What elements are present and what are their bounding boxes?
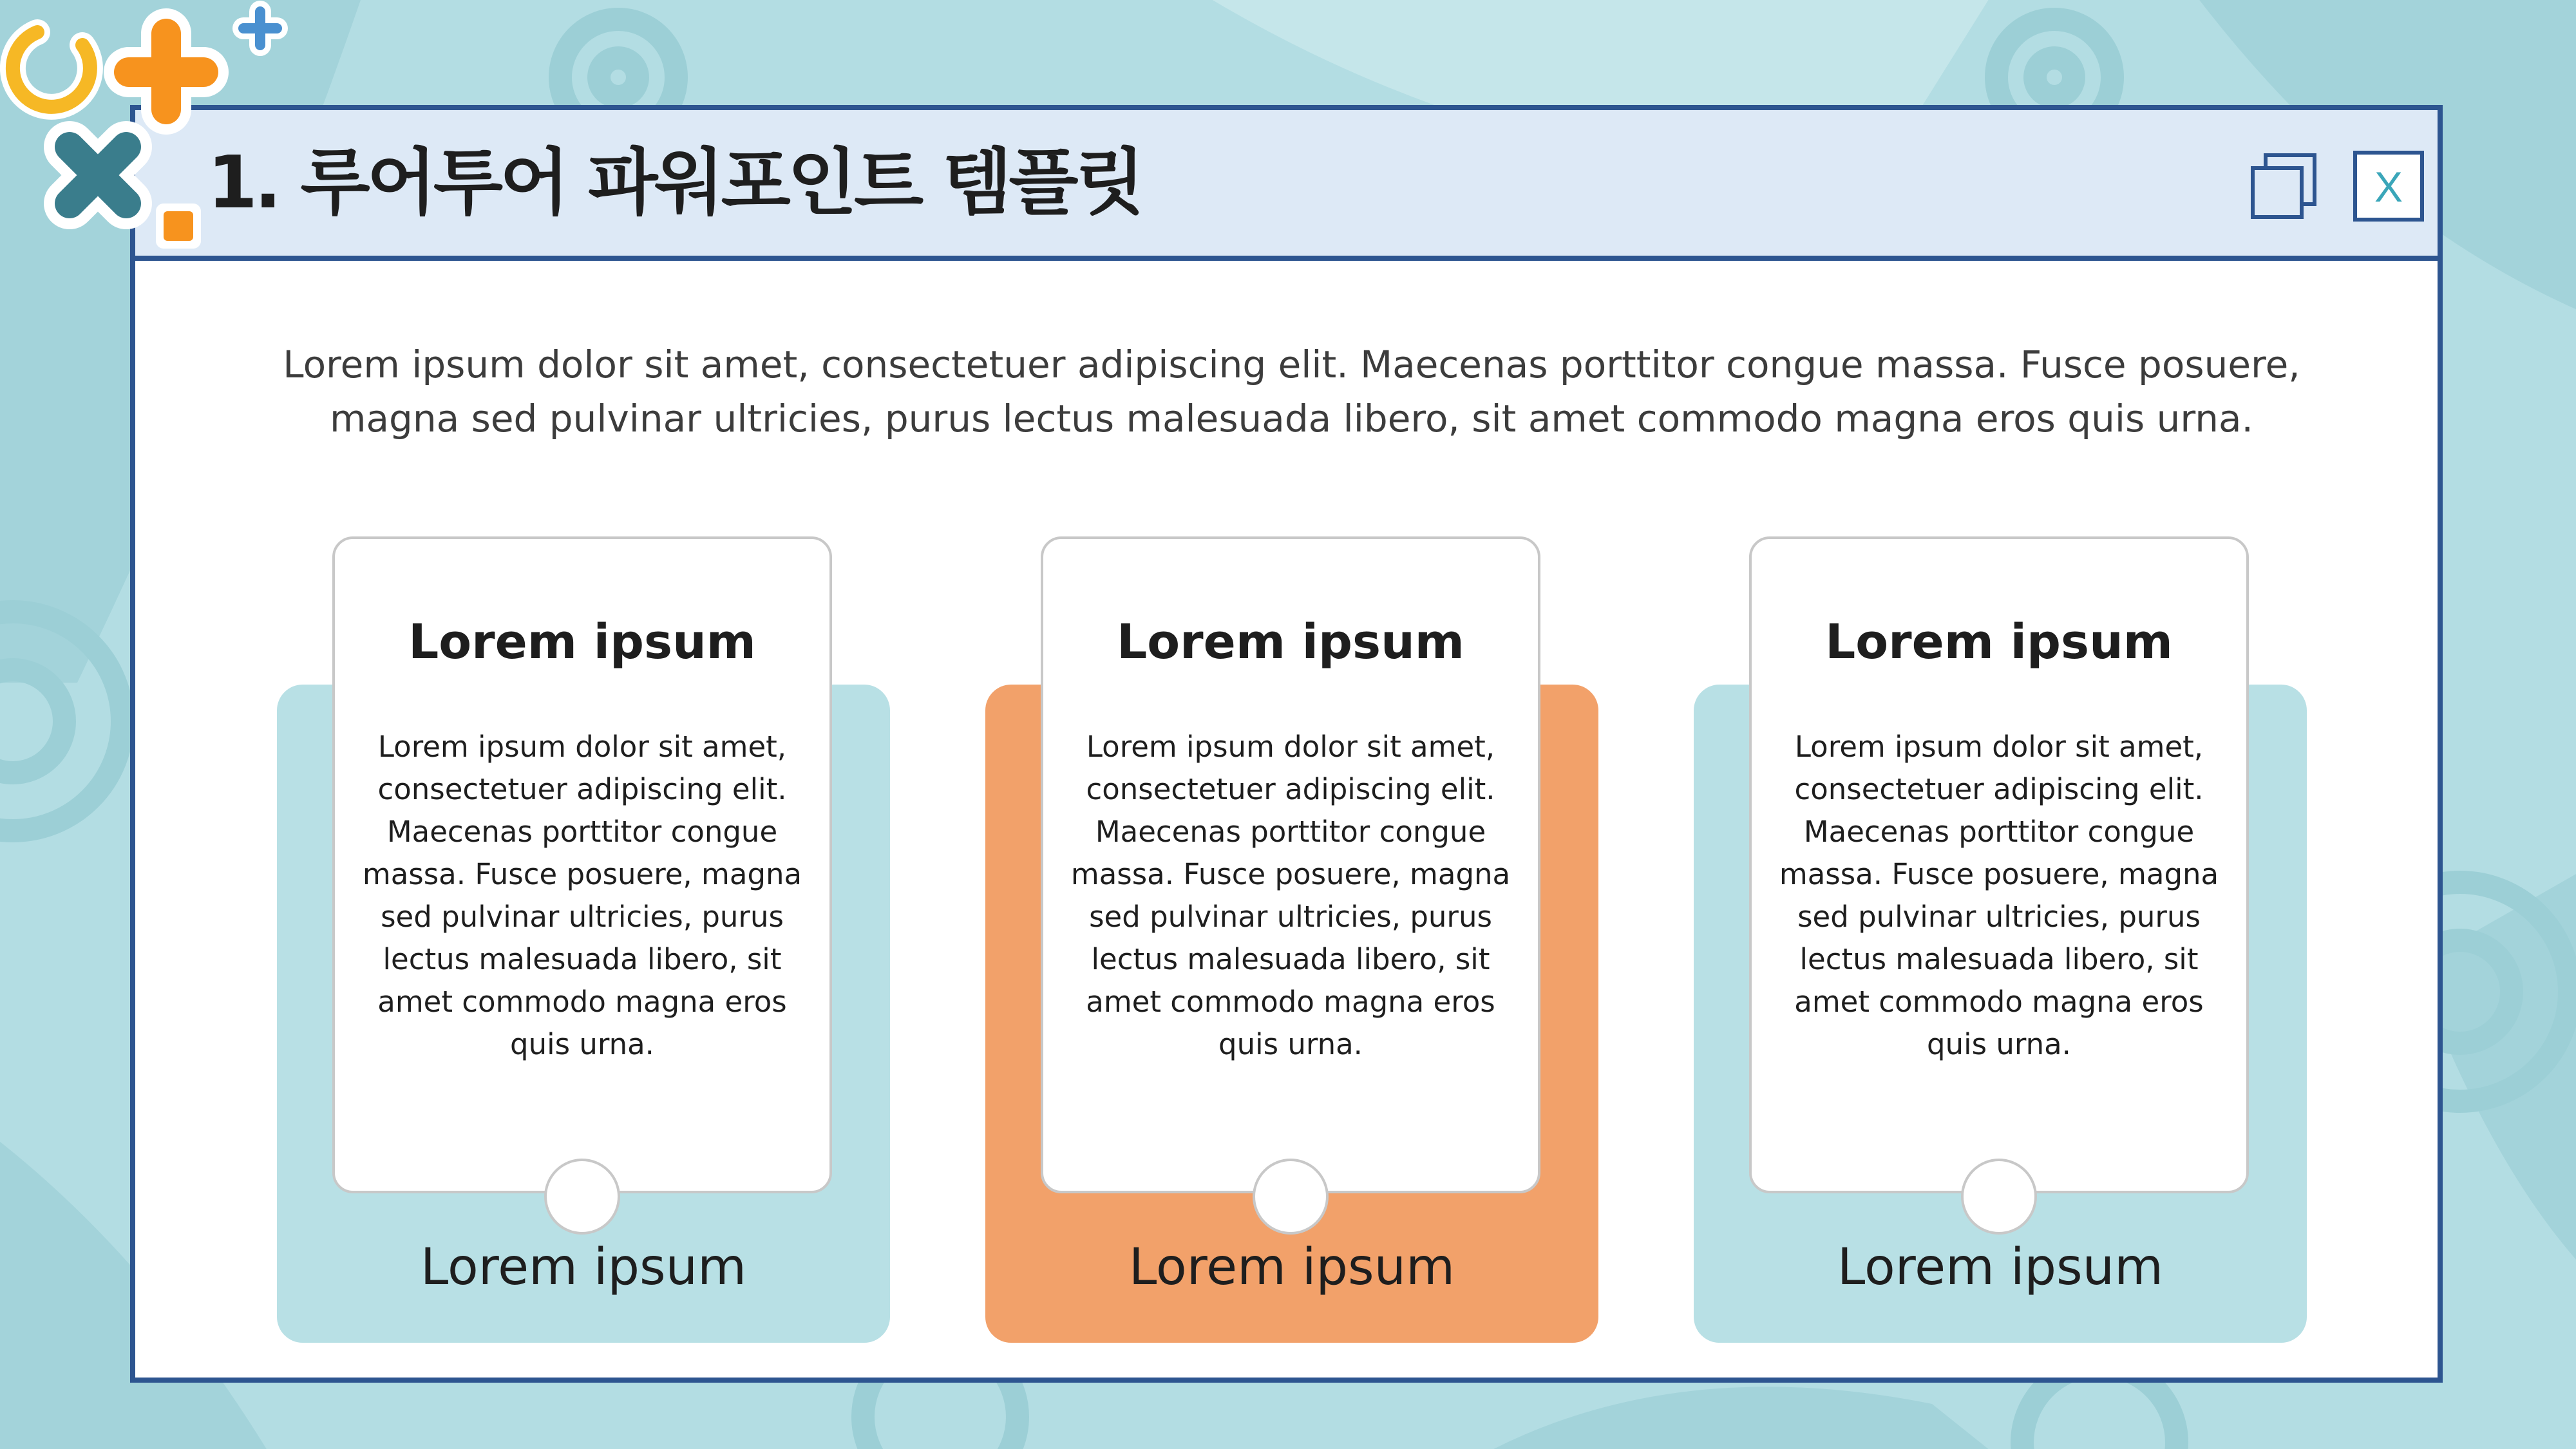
small-plus-icon bbox=[243, 12, 277, 45]
card-title: Lorem ipsum bbox=[408, 614, 756, 670]
card-body-text: Lorem ipsum dolor sit amet, consectetuer adipiscing elit. Maecenas porttitor congue massa. Fusce posuere, magna sed pulvinar ultricies, purus lectus malesuada libero, sit amet commodo magna eros quis urna. bbox=[362, 730, 802, 1061]
card-1 bbox=[277, 536, 890, 1296]
crescent-icon bbox=[13, 32, 90, 107]
orange-plus-icon bbox=[129, 33, 204, 109]
card-knob bbox=[1253, 1159, 1329, 1235]
card-panel bbox=[332, 536, 832, 1193]
card-2 bbox=[985, 536, 1598, 1296]
card-body-text: Lorem ipsum dolor sit amet, consectetuer adipiscing elit. Maecenas porttitor congue massa. Fusce posuere, magna sed pulvinar ultricies, purus lectus malesuada libero, sit amet commodo magna eros quis urna. bbox=[1070, 730, 1511, 1061]
template-window bbox=[130, 105, 2443, 1383]
restore-icon[interactable] bbox=[2248, 150, 2320, 222]
orange-square-icon bbox=[156, 204, 201, 249]
card-panel bbox=[1749, 536, 2249, 1193]
intro-paragraph: Lorem ipsum dolor sit amet, consectetuer adipiscing elit. Maecenas porttitor congue massa. Fusce posuere, magna sed pulvinar ultricies, purus lectus malesuada libero, sit amet commodo magna eros quis urna. bbox=[283, 343, 2300, 440]
close-icon[interactable] bbox=[2353, 150, 2425, 222]
close-label: X bbox=[2374, 163, 2403, 211]
card-knob bbox=[1961, 1159, 2037, 1235]
page-title: 1. 루어투어 파워포인트 템플릿 bbox=[207, 141, 1142, 225]
decorative-shapes bbox=[0, 0, 309, 258]
card-title: Lorem ipsum bbox=[1825, 614, 2173, 670]
card-footer-label: Lorem ipsum bbox=[1128, 1238, 1455, 1296]
card-panel bbox=[1041, 536, 1540, 1193]
teal-x-icon bbox=[70, 147, 126, 204]
card-3 bbox=[1694, 536, 2307, 1296]
card-knob bbox=[544, 1159, 620, 1235]
card-footer-label: Lorem ipsum bbox=[420, 1238, 747, 1296]
card-title: Lorem ipsum bbox=[1117, 614, 1464, 670]
title-bar bbox=[135, 110, 2438, 261]
card-body-text: Lorem ipsum dolor sit amet, consectetuer adipiscing elit. Maecenas porttitor congue massa. Fusce posuere, magna sed pulvinar ultricies, purus lectus malesuada libero, sit amet commodo magna eros quis urna. bbox=[1779, 730, 2219, 1061]
card-footer-label: Lorem ipsum bbox=[1837, 1238, 2164, 1296]
